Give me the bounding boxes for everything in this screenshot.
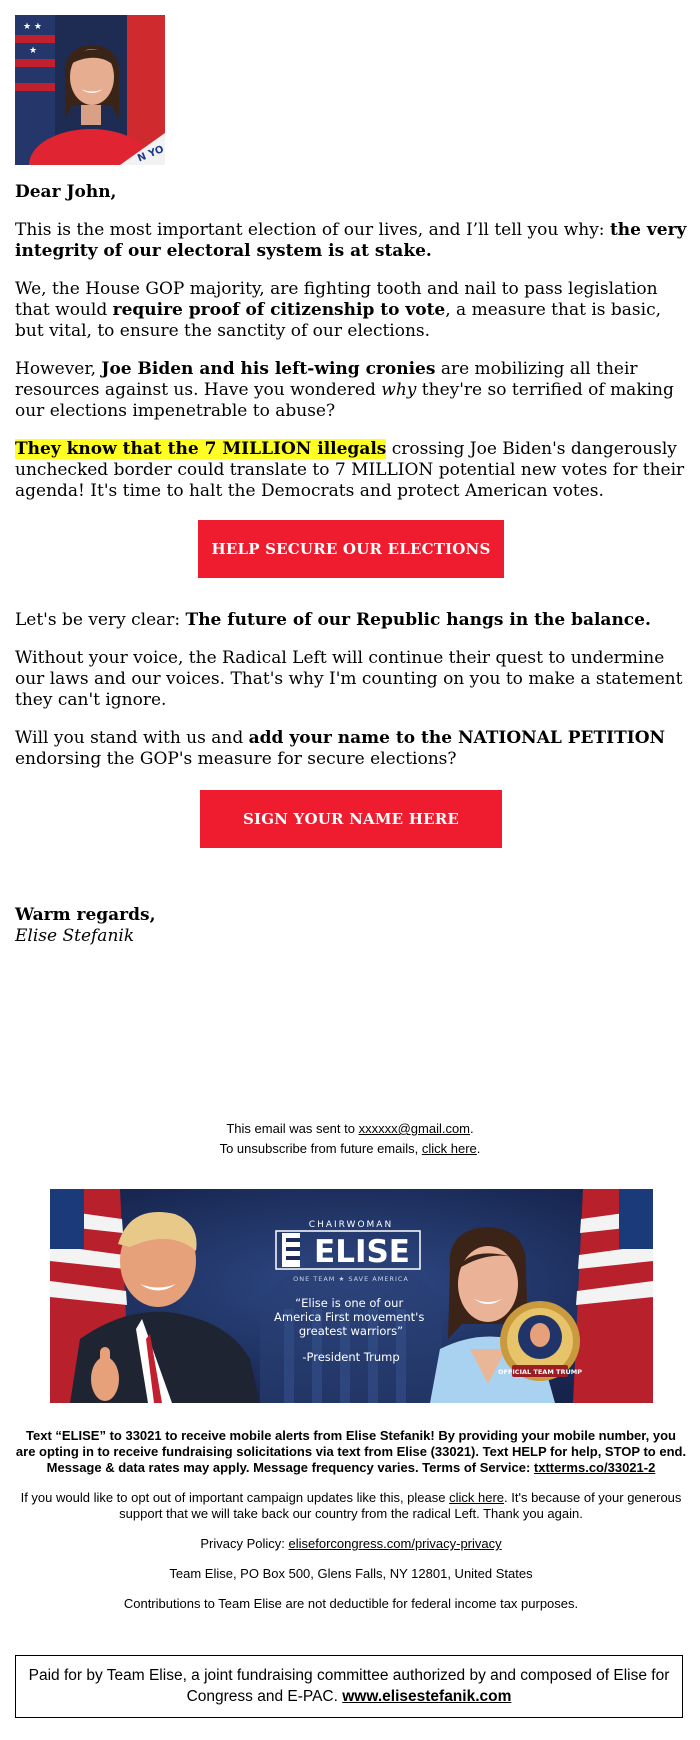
unsubscribe-link[interactable]: click here — [421, 1141, 477, 1156]
signoff — [15, 905, 156, 947]
mailing-address: Team Elise, PO Box 500, Glens Falls, NY 12801, United States — [169, 1566, 533, 1581]
sms-disclaimer: Text “ELISE” to 33021 to receive mobile alerts from Elise Stefanik! By providing your mobile number, you are opting in to receive fundraising solicitations via text from Elise (33021). Text HELP for help, STOP to end. Message & data rates may apply. Message frequency varies. Terms of Service: txtterms.co/33021-2 — [15, 1428, 687, 1475]
badge-text: OFFICIAL TEAM TRUMP — [497, 1368, 583, 1376]
sent-to-line: This email was sent to xxxxxx@gmail.com. — [226, 1121, 474, 1136]
banner-tagline: ONE TEAM ★ SAVE AMERICA — [293, 1275, 409, 1283]
letter-body — [15, 182, 687, 878]
paid-for-disclaimer: Paid for by Team Elise, a joint fundraising committee authorized by and composed of Elise for Congress and E-PAC. www.elisestefanik.com — [15, 1655, 683, 1718]
paragraph-2: We, the House GOP majority, are fighting tooth and nail to pass legislation that would require proof of citizenship to vote, a measure that is basic, but vital, to ensure the sanctity of our elections. — [15, 279, 661, 341]
signature: Elise Stefanik — [15, 926, 135, 946]
optout-link[interactable]: click here — [449, 1490, 505, 1505]
banner-small-title: CHAIRWOMAN — [308, 1220, 394, 1230]
privacy-policy-link[interactable]: eliseforcongress.com/privacy-privacy — [288, 1536, 502, 1551]
paragraph-3: However, Joe Biden and his left-wing cronies are mobilizing all their resources against us. Have you wondered why they're so terrified of making our elections impenetrable to abuse? — [15, 359, 674, 421]
campaign-banner[interactable] — [50, 1189, 653, 1403]
privacy-policy: Privacy Policy: eliseforcongress.com/privacy-privacy — [200, 1536, 502, 1551]
banner-attribution: -President Trump — [302, 1350, 400, 1364]
paragraph-4: They know that the 7 MILLION illegals crossing Joe Biden's dangerously unchecked border could translate to 7 MILLION potential new votes for their agenda! It's time to halt the Democrats and protect American votes. — [15, 439, 685, 501]
footer-legal — [15, 1428, 687, 1626]
banner-quote: “Elise is one of our America First movement's greatest warriors” — [274, 1296, 425, 1338]
unsubscribe-line: To unsubscribe from future emails, click here. — [219, 1141, 481, 1156]
svg-text:★: ★ — [29, 46, 38, 56]
sms-terms-link[interactable]: txtterms.co/33021-2 — [533, 1460, 656, 1475]
closing: Warm regards, — [15, 905, 156, 925]
sender-photo — [15, 15, 165, 165]
svg-text:N YO: N YO — [136, 144, 165, 165]
footer-recipient-info — [0, 1119, 700, 1159]
banner-name: ELISE — [314, 1234, 410, 1270]
optout-notice: If you would like to opt out of important campaign updates like this, please click here. It's because of your generous support that we will take back our country from the radical Left. Thank you again. — [20, 1490, 682, 1521]
tax-disclaimer: Contributions to Team Elise are not deductible for federal income tax purposes. — [123, 1596, 579, 1611]
greeting: Dear John, — [15, 182, 117, 202]
paragraph-5: Let's be very clear: The future of our Republic hangs in the balance. — [15, 610, 651, 630]
website-link[interactable]: www.elisestefanik.com — [342, 1688, 512, 1705]
paragraph-1: This is the most important election of our lives, and I’ll tell you why: the very integrity of our electoral system is at stake. — [15, 220, 687, 261]
highlighted-claim: They know that the 7 MILLION illegals — [15, 439, 387, 459]
paragraph-6: Without your voice, the Radical Left will continue their quest to undermine our laws and our voices. That's why I'm counting on you to make a statement they can't ignore. — [15, 648, 683, 710]
sign-your-name-button[interactable]: SIGN YOUR NAME HERE — [200, 790, 502, 848]
paragraph-7: Will you stand with us and add your name to the NATIONAL PETITION endorsing the GOP's measure for secure elections? — [15, 728, 666, 769]
help-secure-elections-button[interactable]: HELP SECURE OUR ELECTIONS — [198, 520, 504, 578]
recipient-email-link[interactable]: xxxxxx@gmail.com — [358, 1121, 471, 1136]
svg-text:★ ★: ★ ★ — [23, 22, 42, 32]
